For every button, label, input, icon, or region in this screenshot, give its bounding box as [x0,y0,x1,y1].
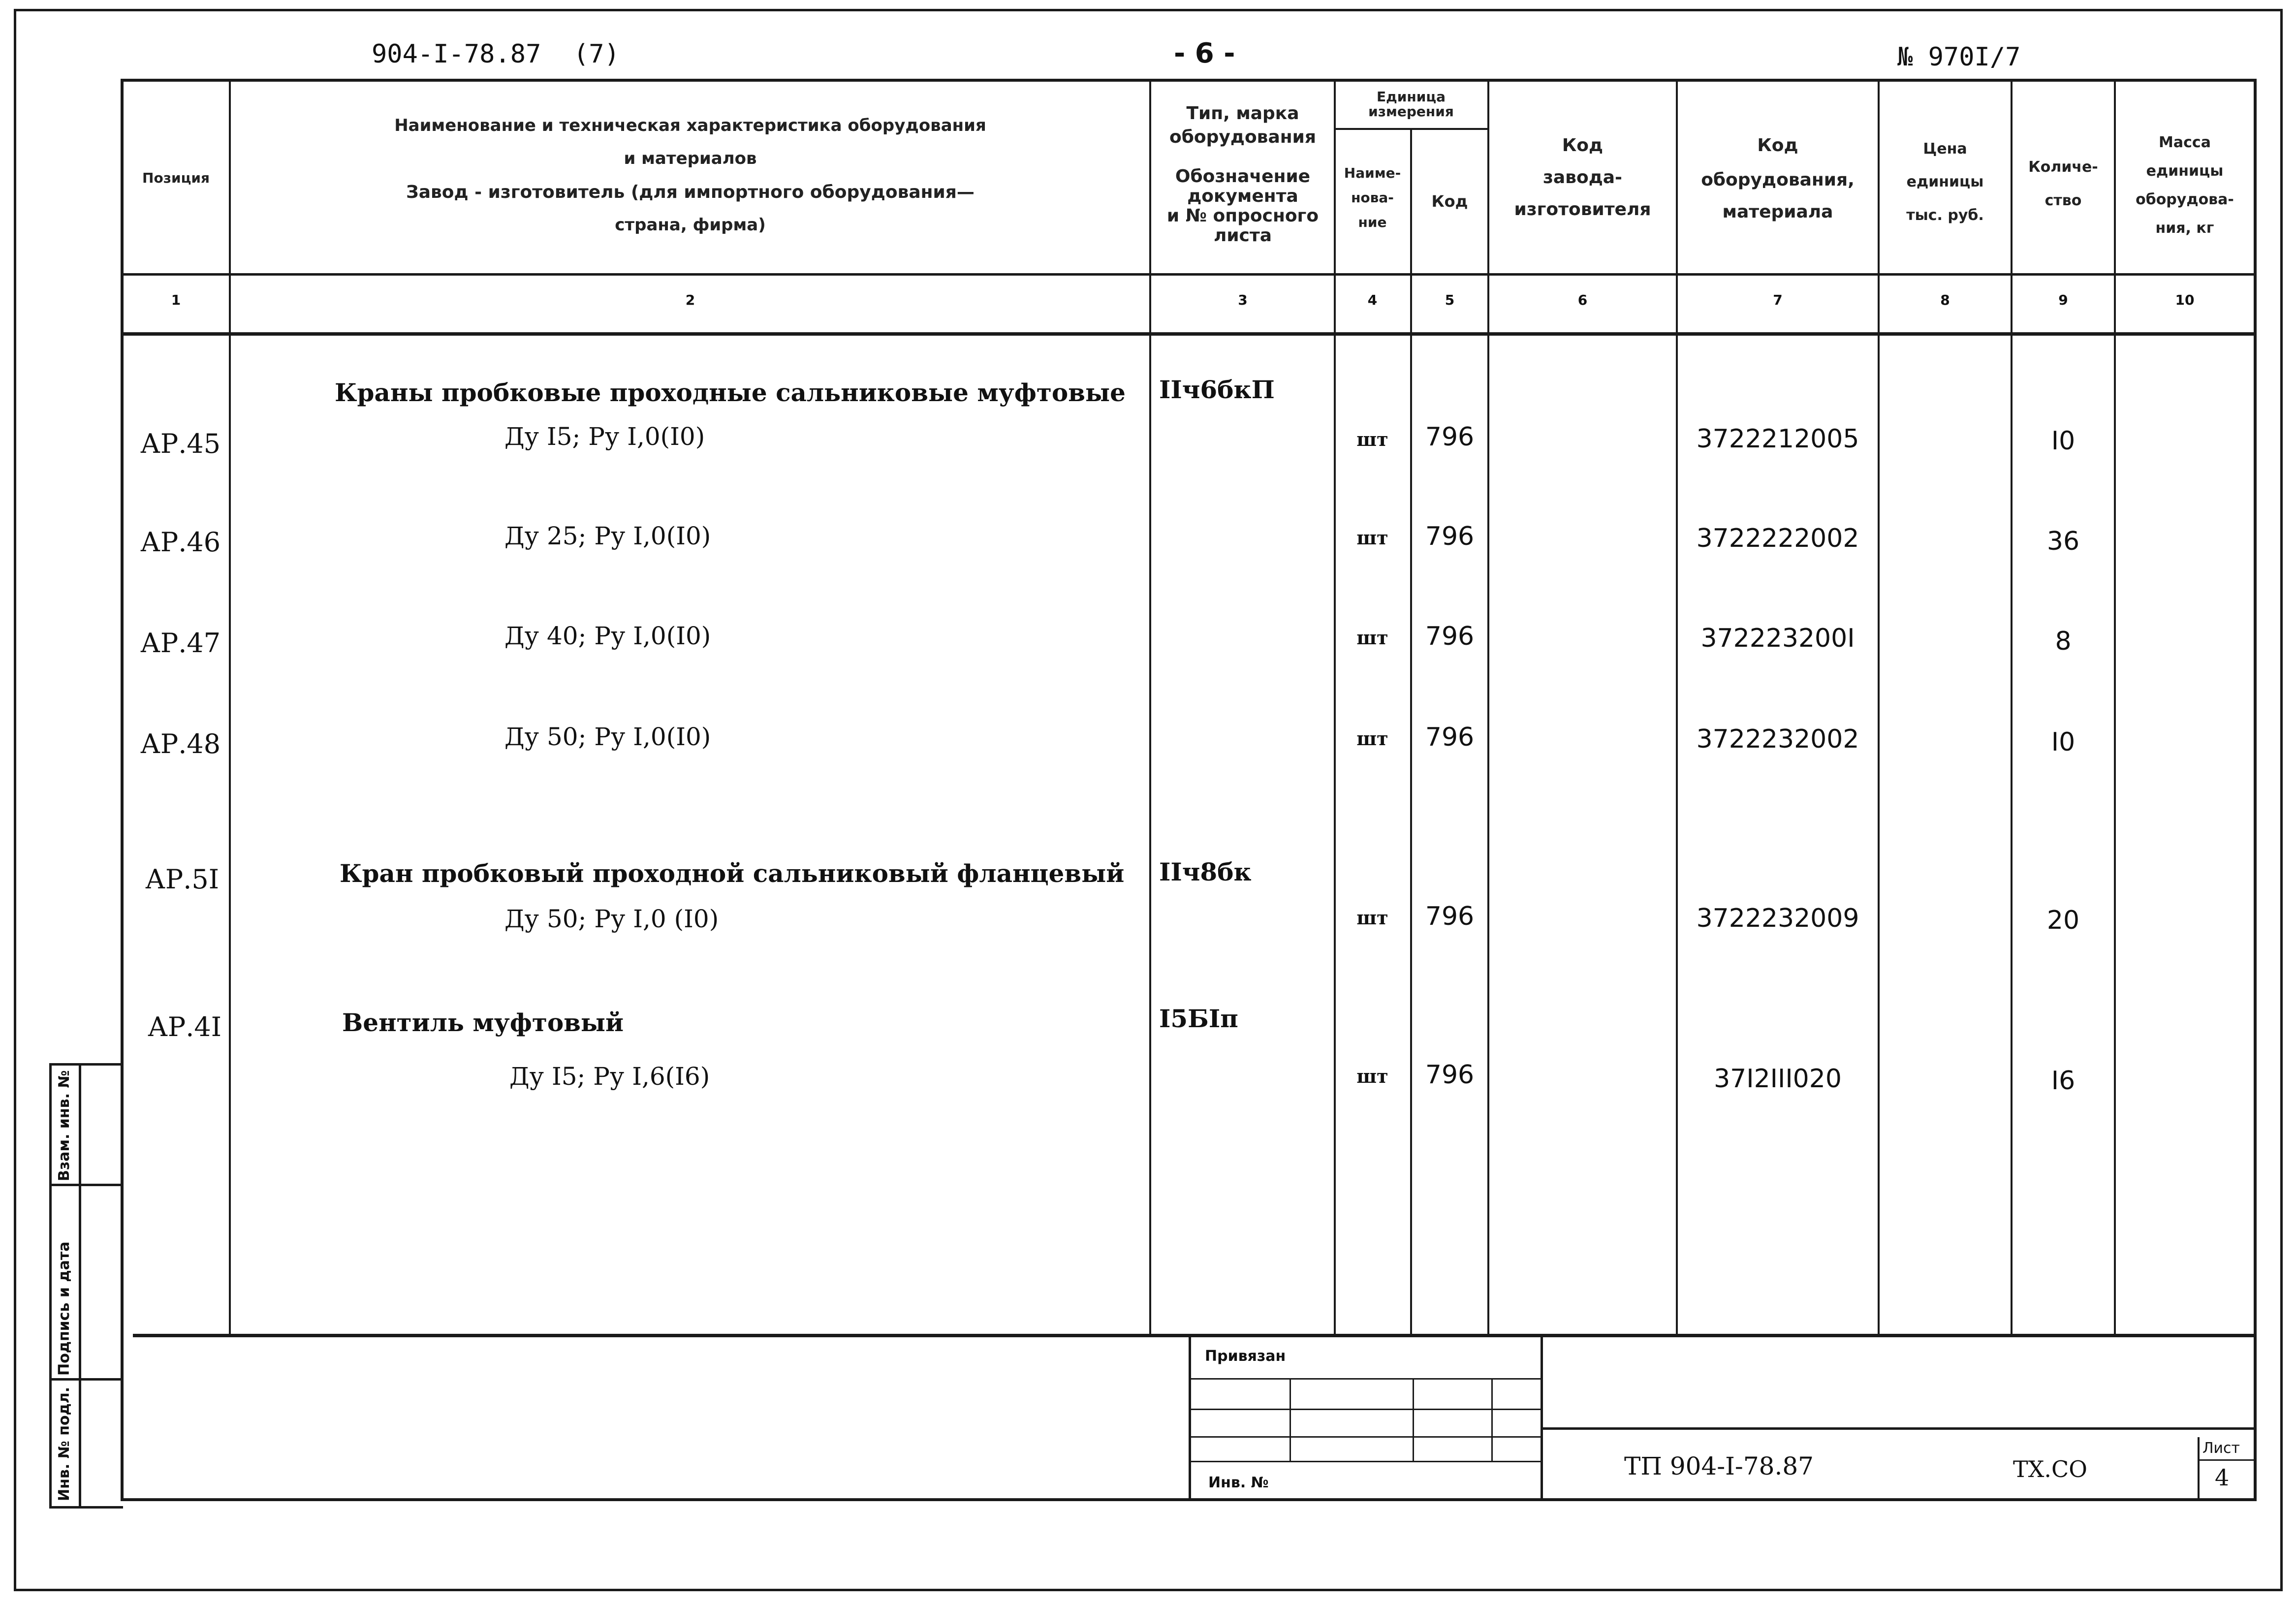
doc-part: (7) [573,39,620,69]
stamp-inv-label: Инв. № [1208,1474,1269,1491]
header-position: Позиция [142,170,210,186]
stamp-grid-h4 [1189,1461,1543,1462]
side-strip-top [49,1063,123,1066]
row-description: Ду 40; Ру I,0(I0) [504,622,711,650]
row-description: Ду I5; Ру I,0(I0) [504,422,705,451]
colnum-4: 4 [1367,292,1378,308]
row-description: Ду I5; Ру I,6(I6) [509,1062,710,1091]
row-quantity: 20 [2046,906,2080,935]
row-material-code: 37I2III020 [1714,1064,1842,1094]
header-name-line2: и материалов [624,149,757,168]
stamp-grid-h2 [1189,1409,1543,1410]
colnum-1: 1 [171,292,181,308]
header-qty-line2: ство [2044,192,2082,209]
row-unit: шт [1356,907,1388,929]
side-strip-left [49,1063,52,1509]
row-description: Ду 50; Ру I,0(I0) [504,723,711,751]
colnum-10: 10 [2175,292,2195,308]
colnum-7: 7 [1773,292,1783,308]
side-label-signature-date: Подпись и дата [56,1241,73,1376]
header-plant-line3: изготовителя [1514,199,1651,220]
row-unit: шт [1356,428,1388,450]
row-material-code: 3722232009 [1696,904,1859,933]
col-line-5 [1487,79,1489,1336]
header-type-line3: Обозначение [1175,166,1311,187]
row-unit-code: 796 [1425,622,1475,651]
row-unit-code: 796 [1425,902,1475,931]
table-right-line [2254,79,2257,1501]
header-type-line1: Тип, марка [1186,103,1299,124]
col-line-7 [1878,79,1880,1336]
row-unit: шт [1356,527,1388,549]
side-label-replaced-inv: Взам. инв. № [56,1070,73,1181]
header-unitname-line1: Наиме- [1344,165,1401,181]
colnum-9: 9 [2058,292,2068,308]
colnum-5: 5 [1445,292,1455,308]
header-unit-line2: измерения [1368,103,1454,120]
header-mass-line1: Масса [2159,134,2211,151]
numbers-bottom-line [121,332,2257,336]
title-block-sheet-line [2198,1459,2257,1461]
header-type-line5: и № опросного [1166,206,1319,226]
header-unitcode: Код [1431,192,1468,211]
outer-frame-bottom [14,1589,2283,1591]
stamp-attached-label: Привязан [1205,1348,1286,1365]
side-label-original-inv: Инв. № подл. [56,1386,73,1501]
group-type-plug-valves: IIч6бкП [1159,375,1275,404]
header-mass-line4: ния, кг [2155,220,2214,237]
side-strip-bottom [49,1506,123,1509]
row-unit-code: 796 [1425,422,1475,452]
header-mass-line2: единицы [2146,162,2224,180]
colnum-6: 6 [1577,292,1588,308]
row-position: АР.47 [140,628,221,659]
stamp-grid-h1 [1189,1378,1543,1380]
row-title: Вентиль муфтовый [342,1008,624,1037]
row-unit-code: 796 [1425,723,1475,752]
header-name-line1: Наименование и техническая характеристика оборудования [394,116,986,135]
header-code-line1: Код [1757,135,1798,156]
outer-frame-left [14,9,16,1591]
row-material-code: 372223200I [1700,624,1855,653]
table-top-line [121,79,2257,82]
sheet-label: Лист [2202,1440,2240,1457]
colnum-8: 8 [1940,292,1950,308]
side-strip-div2 [49,1378,123,1381]
row-material-code: 3722222002 [1696,524,1859,553]
ref-number: № 970I/7 [1897,42,2021,72]
header-name-line4: страна, фирма) [615,215,766,235]
col-line-3 [1334,79,1336,1336]
header-unit-line1: Единица [1377,89,1446,105]
row-unit: шт [1356,627,1388,649]
col-line-8 [2011,79,2013,1336]
stamp-top-line [133,1334,2257,1337]
group-title-plug-valves: Краны пробковые проходные сальниковые муфтовые [335,378,1126,407]
row-position: АР.4I [148,1011,222,1042]
side-strip-right [79,1063,81,1509]
outer-frame-right [2280,9,2283,1591]
header-price-line3: тыс. руб. [1906,207,1984,224]
stamp-grid-v2 [1413,1378,1414,1461]
stamp-grid-v3 [1491,1378,1493,1461]
col-line-2 [1149,79,1151,1336]
row-material-code: 3722212005 [1696,424,1859,454]
row-unit: шт [1356,1065,1388,1087]
row-title: Кран пробковый проходной сальниковый фланцевый [340,859,1125,888]
row-position: АР.48 [140,728,221,759]
row-quantity: I0 [2051,426,2076,456]
header-type-line6: листа [1213,225,1272,246]
header-plant-line1: Код [1562,135,1604,156]
row-position: АР.46 [140,527,221,558]
row-unit: шт [1356,727,1388,750]
sheet-number: 4 [2215,1464,2230,1491]
page-number: - 6 - [1174,37,1235,69]
header-qty-line1: Количе- [2028,158,2098,176]
row-unit-code: 796 [1425,522,1475,551]
header-mass-line3: оборудова- [2136,191,2234,208]
col-line-1 [229,79,231,1336]
header-code-line2: оборудования, [1701,170,1855,190]
header-type-line4: документа [1187,186,1298,206]
header-plant-line2: завода- [1542,167,1623,188]
row-material-code: 3722232002 [1696,724,1859,754]
unit-subheader-line [1334,128,1487,130]
title-block-sheet-divider [2198,1437,2200,1501]
col-line-6 [1676,79,1678,1336]
header-price-line2: единицы [1906,173,1984,190]
row-position: АР.45 [140,428,221,459]
stamp-grid-v1 [1290,1378,1291,1461]
colnum-3: 3 [1238,292,1248,308]
row-description: Ду 50; Ру I,0 (I0) [504,905,719,933]
title-block-doc: ТП 904-I-78.87 [1624,1452,1814,1480]
row-position: АР.5I [145,864,220,895]
colnum-2: 2 [685,292,695,308]
header-price-line1: Цена [1923,140,1967,157]
row-quantity: I6 [2051,1066,2076,1096]
doc-number: 904-I-78.87 [372,39,541,69]
stamp-left-line [1189,1334,1191,1501]
title-block-mark: ТХ.СО [2013,1456,2087,1482]
row-quantity: I0 [2051,727,2076,757]
header-unitname-line2: нова- [1351,189,1394,206]
stamp-right-line [1541,1334,1543,1501]
row-description: Ду 25; Ру I,0(I0) [504,522,711,550]
header-name-line3: Завод - изготовитель (для импортного оборудования— [406,182,975,202]
row-unit-code: 796 [1425,1060,1475,1090]
row-quantity: 36 [2046,527,2080,556]
header-bottom-line [121,273,2257,276]
header-type-line2: оборудования [1169,127,1316,147]
row-type: I5БIп [1159,1004,1238,1033]
row-quantity: 8 [2055,627,2072,656]
stamp-grid-h3 [1189,1436,1543,1438]
side-strip-div1 [49,1184,123,1186]
title-block-line [1541,1427,2257,1430]
header-unitname-line3: ние [1358,214,1387,230]
header-code-line3: материала [1722,202,1833,222]
col-line-9 [2114,79,2116,1336]
row-type: IIч8бк [1159,857,1252,886]
outer-frame-top [14,9,2283,11]
